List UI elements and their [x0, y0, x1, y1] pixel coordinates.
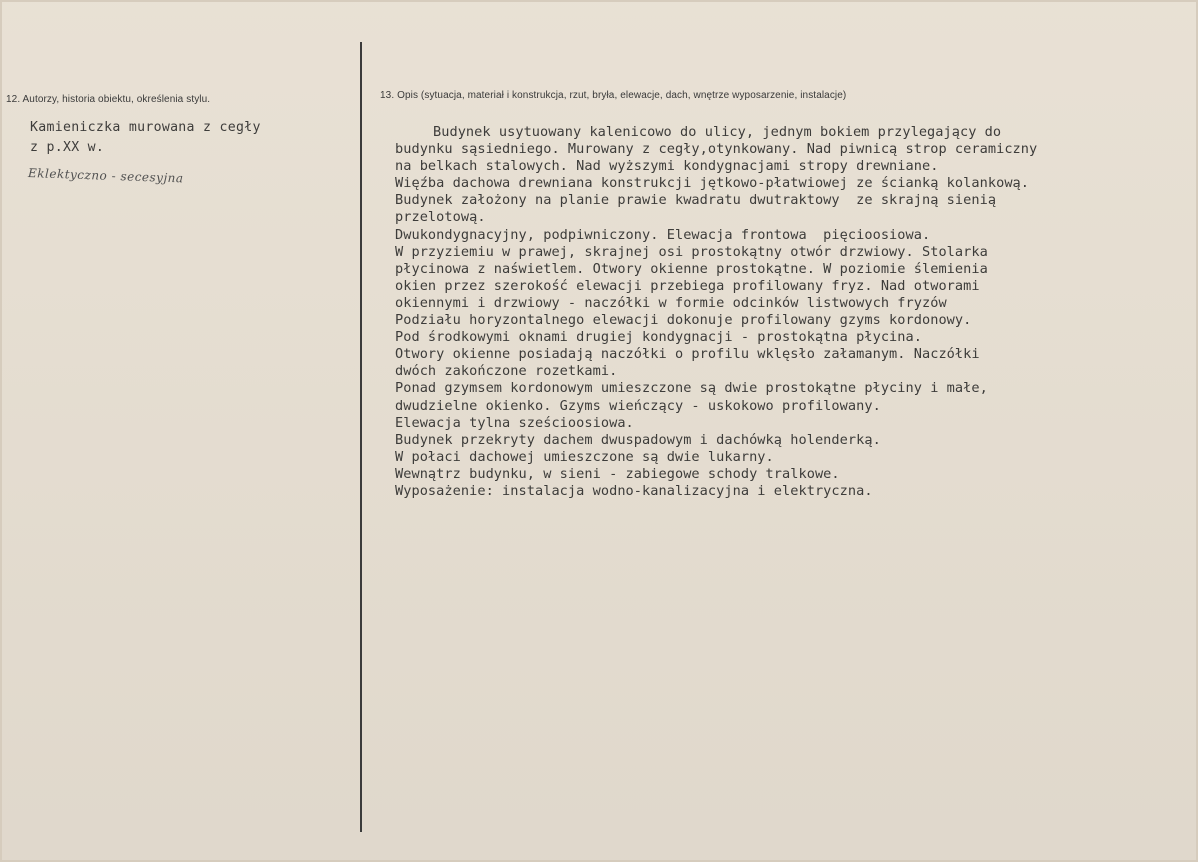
style-description: [30, 118, 261, 158]
section-13-label: 13. Opis (sytuacja, materiał i konstrukcja, rzut, bryła, elewacje, dach, wnętrze wyposarzenie, instalacje): [380, 90, 847, 101]
description-line: Dwukondygnacyjny, podpiwniczony. Elewacja frontowa pięcioosiowa.: [395, 226, 931, 243]
description-line: dwóch zakończone rozetkami.: [395, 363, 618, 380]
description-line: Budynek założony na planie prawie kwadratu dwutraktowy ze skrajną sienią: [395, 192, 997, 209]
description-line: Ponad gzymsem kordonowym umieszczone są dwie prostokątne płyciny i małe,: [395, 380, 988, 397]
description-line: W przyziemiu w prawej, skrajnej osi prostokątny otwór drzwiowy. Stolarka: [395, 243, 988, 260]
description-line: Pod środkowymi oknami drugiej kondygnacji - prostokątna płycina.: [395, 329, 922, 346]
description-line: W połaci dachowej umieszczone są dwie lukarny.: [395, 448, 774, 465]
description-line: Budynek usytuowany kalenicowo do ulicy, jednym bokiem przylegający do: [433, 124, 1002, 140]
description-line: Budynek przekryty dachem dwuspadowym i dachówką holenderką.: [395, 431, 881, 448]
style-line: z p.XX w.: [30, 140, 105, 155]
description-line: płycinowa z naświetlem. Otwory okienne prostokątne. W poziomie ślemienia: [395, 260, 988, 277]
description-line: Otwory okienne posiadają naczółki o profilu wklęsło załamanym. Naczółki: [395, 346, 980, 363]
building-description: [395, 124, 1037, 500]
description-line: Wewnątrz budynku, w sieni - zabiegowe schody tralkowe.: [395, 465, 840, 482]
description-line: okiennymi i drzwiowy - naczółki w formie odcinków listwowych fryzów: [395, 294, 947, 311]
description-line: okien przez szerokość elewacji przebiega profilowany fryz. Nad otworami: [395, 277, 980, 294]
description-line: Wyposażenie: instalacja wodno-kanalizacyjna i elektryczna.: [395, 482, 873, 499]
description-line: Podziału horyzontalnego elewacji dokonuje profilowany gzyms kordonowy.: [395, 312, 972, 329]
section-12-label: 12. Autorzy, historia obiektu, określenia stylu.: [6, 94, 211, 105]
description-line: budynku sąsiedniego. Murowany z cegły,otynkowany. Nad piwnicą strop ceramiczny: [395, 141, 1038, 158]
description-line: na belkach stalowych. Nad wyższymi kondygnacjami stropy drewniane.: [395, 158, 939, 175]
style-line: Kamieniczka murowana z cegły: [30, 120, 261, 135]
column-divider: [360, 42, 362, 832]
description-line: dwudzielne okienko. Gzyms wieńczący - uskokowo profilowany.: [395, 397, 881, 414]
description-line: Więźba dachowa drewniana konstrukcji jętkowo-płatwiowej ze ścianką kolankową.: [395, 175, 1030, 192]
handwritten-note: Eklektyczno - secesyjna: [27, 166, 184, 186]
description-line: Elewacja tylna sześcioosiowa.: [395, 414, 634, 431]
description-line: przelotową.: [395, 209, 486, 226]
